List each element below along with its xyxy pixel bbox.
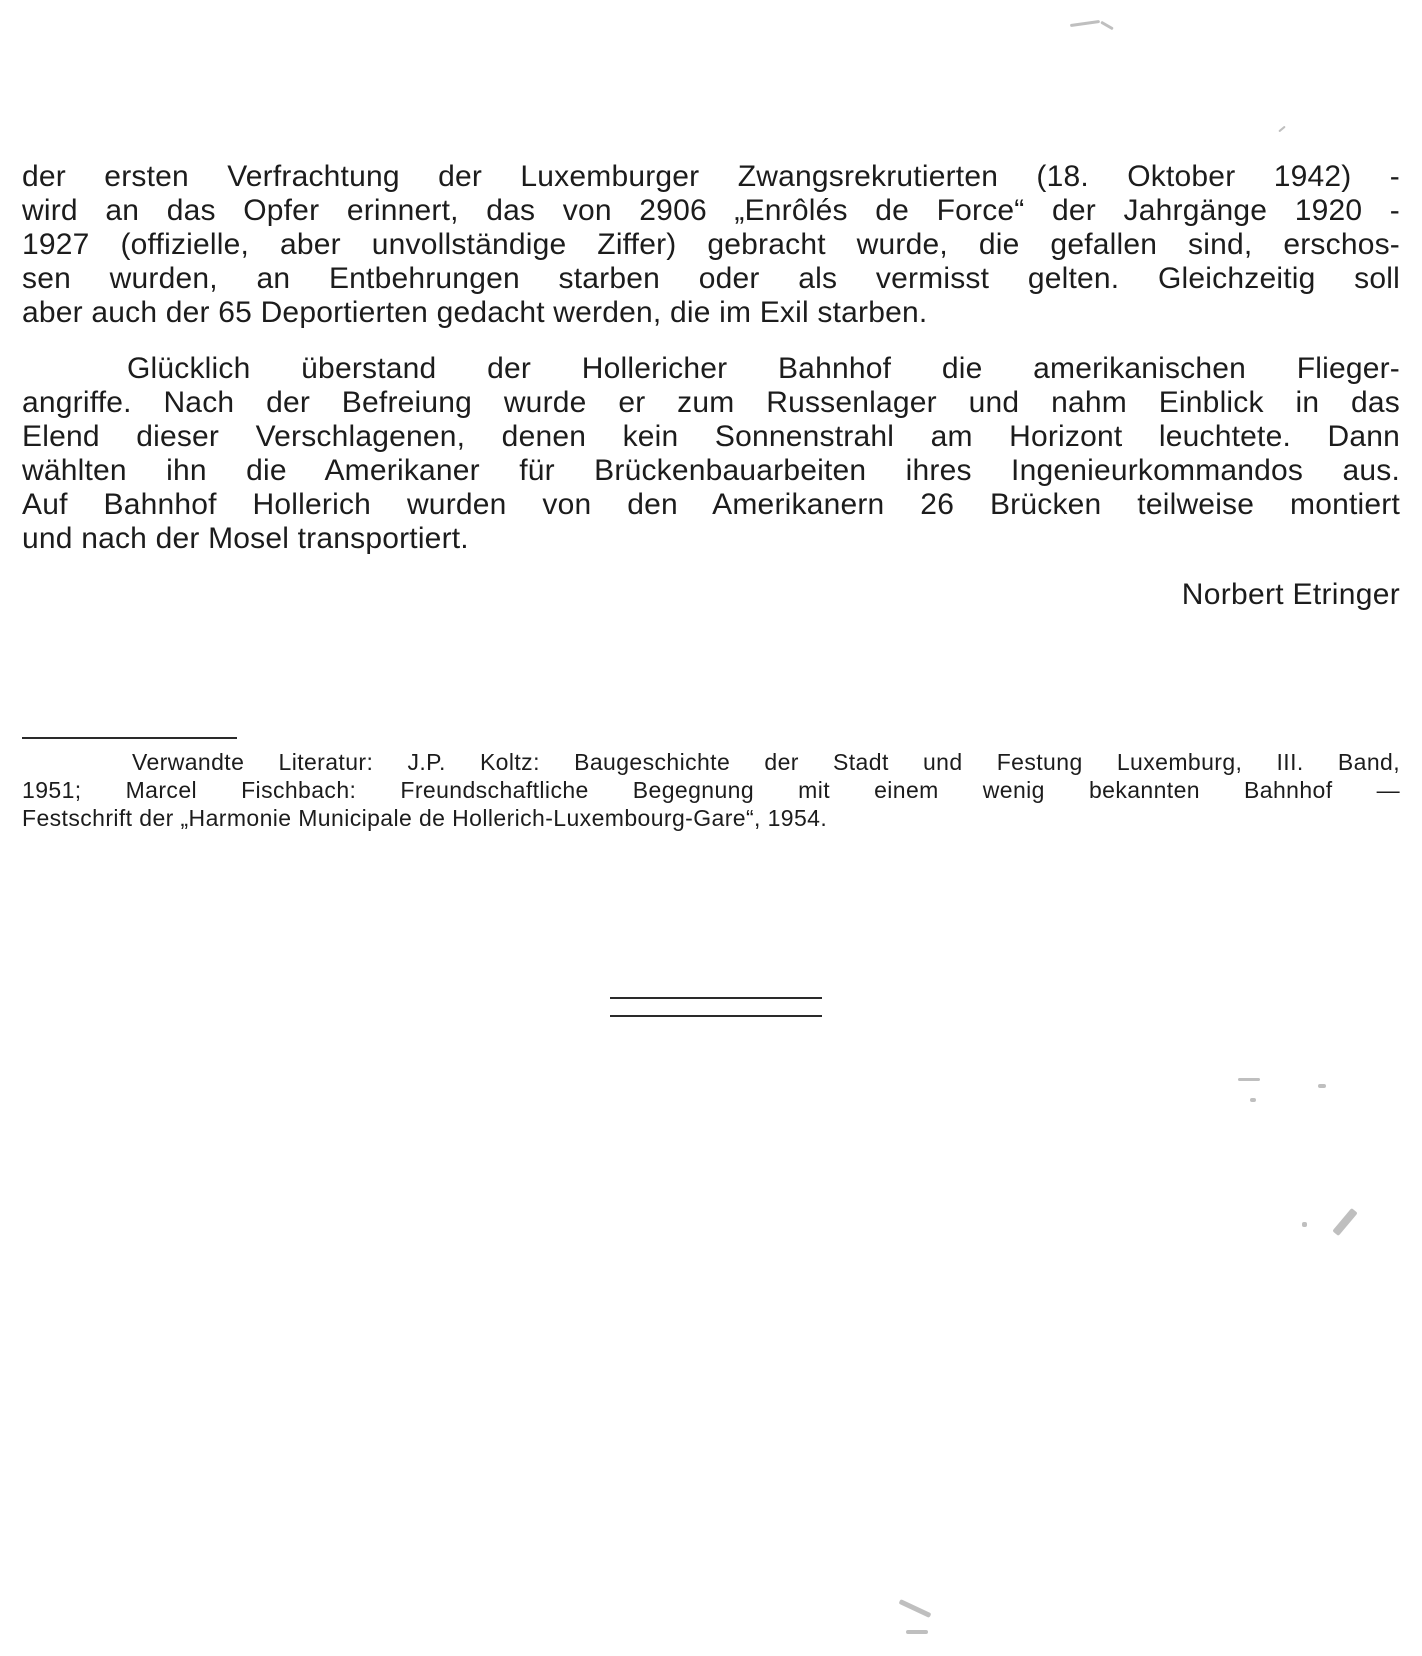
paragraph-1-line-4: sen wurden, an Entbehrungen starben oder als vermisst gelten. Gleichzeitig soll: [22, 262, 1400, 295]
paragraph-2-line-2: angriffe. Nach der Befreiung wurde er zum Russenlager und nahm Einblick in das: [22, 386, 1400, 419]
scan-speck: [1250, 1098, 1256, 1102]
scan-speck: [899, 1599, 932, 1618]
author-signature: Norbert Etringer: [1181, 578, 1400, 611]
end-rule-bottom: [610, 1015, 822, 1017]
paragraph-2-line-1: Glücklich überstand der Hollericher Bahnhof die amerikanischen Flieger-: [127, 352, 1400, 385]
footnote-line-3: Festschrift der „Harmonie Municipale de Hollerich-Luxembourg-Gare“, 1954.: [22, 805, 828, 831]
footnote-line-2: 1951; Marcel Fischbach: Freundschaftliche Begegnung mit einem wenig bekannten Bahnhof —: [22, 777, 1400, 803]
scan-speck: [906, 1630, 928, 1634]
footnote-line-1: Verwandte Literatur: J.P. Koltz: Baugeschichte der Stadt und Festung Luxemburg, III. Band,: [132, 749, 1400, 775]
paragraph-1-line-3: 1927 (offizielle, aber unvollständige Ziffer) gebracht wurde, die gefallen sind, erschos-: [22, 228, 1400, 261]
scan-speck: [1238, 1078, 1260, 1081]
scan-speck: [1100, 21, 1114, 31]
paragraph-1-line-5: aber auch der 65 Deportierten gedacht werden, die im Exil starben.: [22, 296, 928, 329]
paragraph-1-line-2: wird an das Opfer erinnert, das von 2906 „Enrôlés de Force“ der Jahrgänge 1920 -: [22, 194, 1400, 227]
paragraph-gap: [22, 330, 1400, 352]
scan-speck: [1070, 20, 1100, 27]
paragraph-2-line-4: wählten ihn die Amerikaner für Brückenbauarbeiten ihres Ingenieurkommandos aus.: [22, 454, 1400, 487]
paragraph-2-line-6: und nach der Mosel transportiert.: [22, 522, 469, 555]
scan-speck: [1302, 1222, 1307, 1227]
footnote: [22, 748, 1400, 832]
paragraph-2-line-5: Auf Bahnhof Hollerich wurden von den Amerikanern 26 Brücken teilweise montiert: [22, 488, 1400, 521]
end-rule-top: [610, 997, 822, 999]
scan-speck: [1318, 1084, 1326, 1088]
footnote-separator: [22, 737, 237, 739]
paragraph-1-line-1: der ersten Verfrachtung der Luxemburger Zwangsrekrutierten (18. Oktober 1942) -: [22, 160, 1400, 193]
article-body: [22, 160, 1400, 556]
paragraph-2-line-3: Elend dieser Verschlagenen, denen kein Sonnenstrahl am Horizont leuchtete. Dann: [22, 420, 1400, 453]
scan-speck: [1278, 126, 1285, 133]
scan-speck: [1332, 1208, 1357, 1236]
